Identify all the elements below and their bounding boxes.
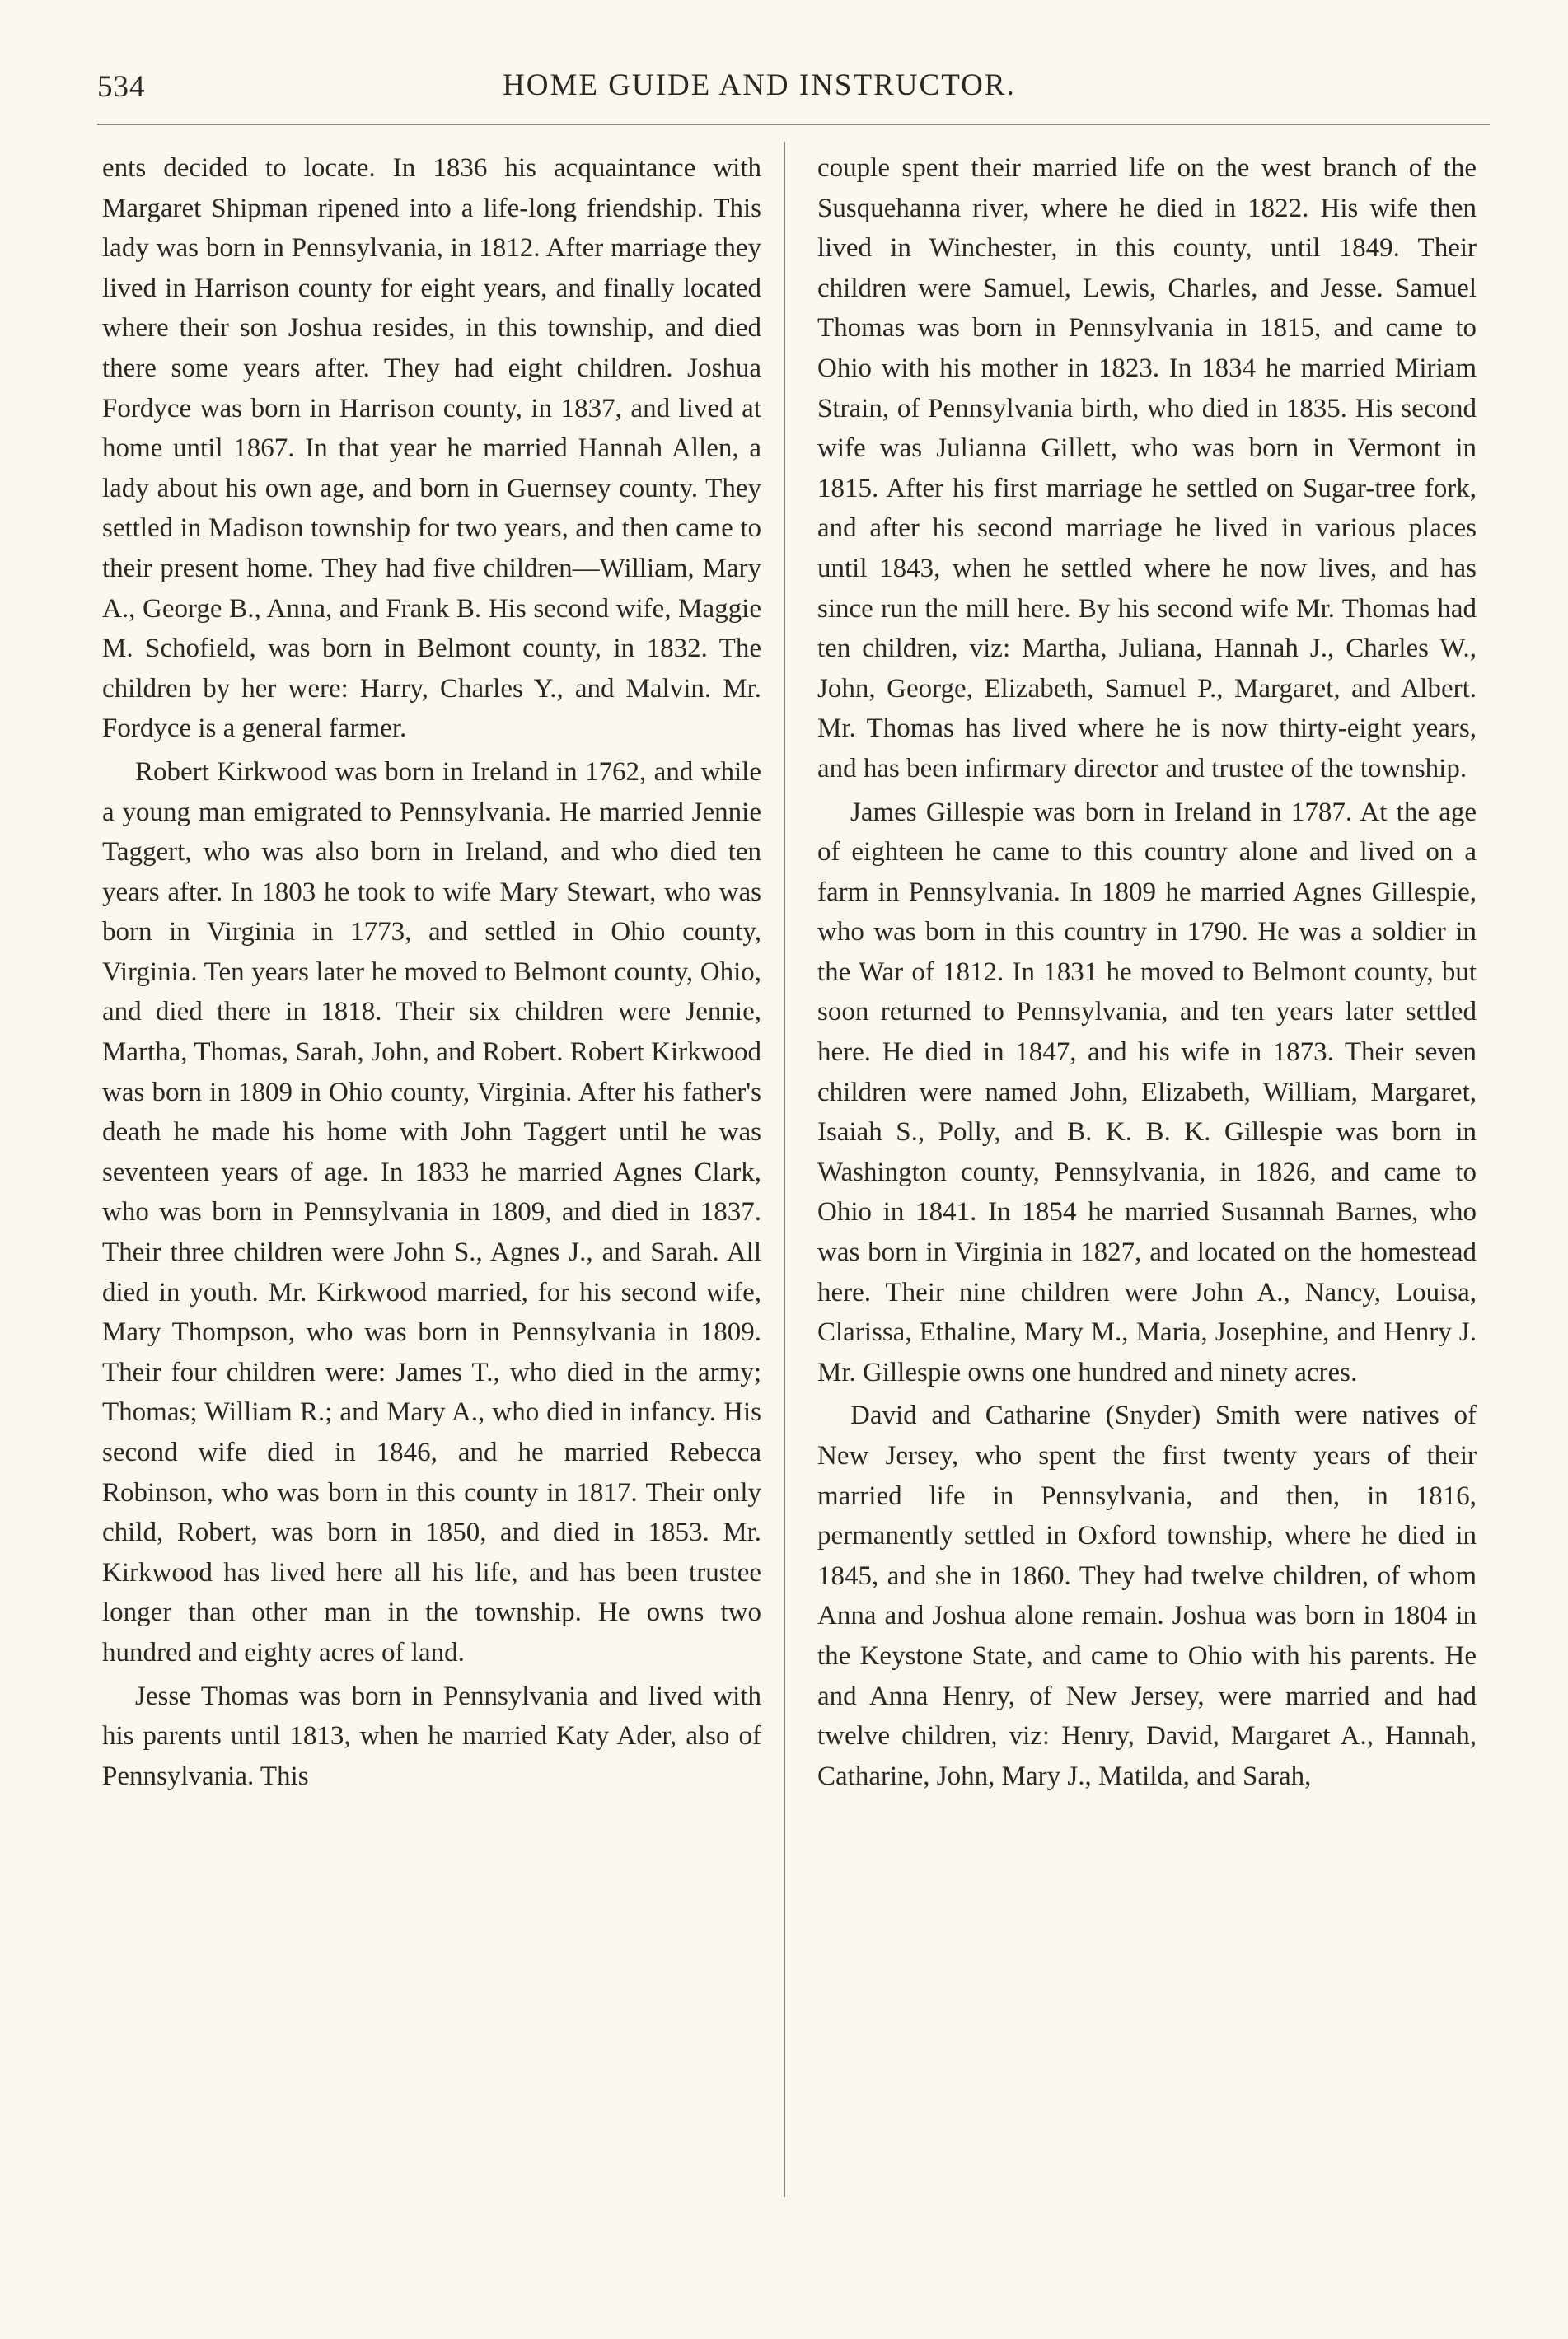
column-divider xyxy=(784,142,785,2197)
paragraph-gillespie: James Gillespie was born in Ireland in 1787. At the age of eighteen he came to this country alone and lived on a farm in Pennsylvania. In 1809 he married Agnes Gillespie, who was born in this country in 1790. He was a soldier in the War of 1812. In 1831 he moved to Belmont county, but soon returned to Pennsylvania, and ten years later settled here. He died in 1847, and his wife in 1873. Their seven children were named John, Elizabeth, William, Margaret, Isaiah S., Polly, and B. K. B. K. Gillespie was born in Washington county, Pennsylvania, in 1826, and came to Ohio in 1841. In 1854 he married Susannah Barnes, who was born in Virginia in 1827, and located on the homestead here. Their nine children were John A., Nancy, Louisa, Clarissa, Ethaline, Mary M., Maria, Josephine, and Henry J. Mr. Gillespie owns one hundred and ninety acres. xyxy=(817,797,1477,1387)
header-rule xyxy=(97,124,1490,125)
left-column xyxy=(102,148,761,1799)
paragraph-jesse-thomas: Jesse Thomas was born in Pennsylvania and lived with his parents until 1813, when he married Katy Ader, also of Pennsylvania. This xyxy=(102,1681,761,1791)
running-title: HOME GUIDE AND INSTRUCTOR. xyxy=(503,68,1016,102)
right-column xyxy=(817,148,1477,1799)
paragraph-kirkwood: Robert Kirkwood was born in Ireland in 1762, and while a young man emigrated to Pennsylvania. He married Jennie Taggert, who was also born in Ireland, and who died ten years after. In 1803 he took to wife Mary Stewart, who was born in Virginia in 1773, and settled in Ohio county, Virginia. Ten years later he moved to Belmont county, Ohio, and died there in 1818. Their six children were Jennie, Martha, Thomas, Sarah, John, and Robert. Robert Kirkwood was born in 1809 in Ohio county, Virginia. After his father's death he made his home with John Taggert until he was seventeen years of age. In 1833 he married Agnes Clark, who was born in Pennsylvania in 1809, and died in 1837. Their three children were John S., Agnes J., and Sarah. All died in youth. Mr. Kirkwood married, for his second wife, Mary Thompson, who was born in Pennsylvania in 1809. Their four children were: James T., who died in the army; Thomas; William R.; and Mary A., who died in infancy. His second wife died in 1846, and he married Rebecca Robinson, who was born in this county in 1817. Their only child, Robert, was born in 1850, and died in 1853. Mr. Kirkwood has lived here all his life, and has been trustee longer than other man in the township. He owns two hundred and eighty acres of land. xyxy=(102,756,761,1668)
paragraph-smith: David and Catharine (Snyder) Smith were natives of New Jersey, who spent the first twenty years of their married life in Pennsylvania, and then, in 1816, permanently settled in Oxford township, where he died in 1845, and she in 1860. They had twelve children, of whom Anna and Joshua alone remain. Joshua was born in 1804 in the Keystone State, and came to Ohio with his parents. He and Anna Henry, of New Jersey, were married and had twelve children, viz: Henry, David, Margaret A., Hannah, Catharine, John, Mary J., Matilda, and Sarah, xyxy=(817,1401,1477,1791)
paragraph-fordyce-continued: ents decided to locate. In 1836 his acquaintance with Margaret Shipman ripened into a life-long friendship. This lady was born in Pennsylvania, in 1812. After marriage they lived in Harrison county for eight years, and finally located where their son Joshua resides, in this township, and died there some years after. They had eight children. Joshua Fordyce was born in Harrison county, in 1837, and lived at home until 1867. In that year he married Hannah Allen, a lady about his own age, and born in Guernsey county. They settled in Madison township for two years, and then came to their present home. They had five children—William, Mary A., George B., Anna, and Frank B. His second wife, Maggie M. Schofield, was born in Belmont county, in 1832. The children by her were: Harry, Charles Y., and Malvin. Mr. Fordyce is a general farmer. xyxy=(102,153,761,744)
page-number: 534 xyxy=(97,70,146,104)
paragraph-thomas-continued: couple spent their married life on the west branch of the Susquehanna river, where he died in 1822. His wife then lived in Winchester, in this county, until 1849. Their children were Samuel, Lewis, Charles, and Jesse. Samuel Thomas was born in Pennsylvania in 1815, and came to Ohio with his mother in 1823. In 1834 he married Miriam Strain, of Pennsylvania birth, who died in 1835. His second wife was Julianna Gillett, who was born in Vermont in 1815. After his first marriage he settled on Sugar-tree fork, and after his second marriage he lived in various places until 1843, when he settled where he now lives, and has since run the mill here. By his second wife Mr. Thomas had ten children, viz: Martha, Juliana, Hannah J., Charles W., John, George, Elizabeth, Samuel P., Margaret, and Albert. Mr. Thomas has lived where he is now thirty-eight years, and has been infirmary director and trustee of the township. xyxy=(817,153,1477,784)
